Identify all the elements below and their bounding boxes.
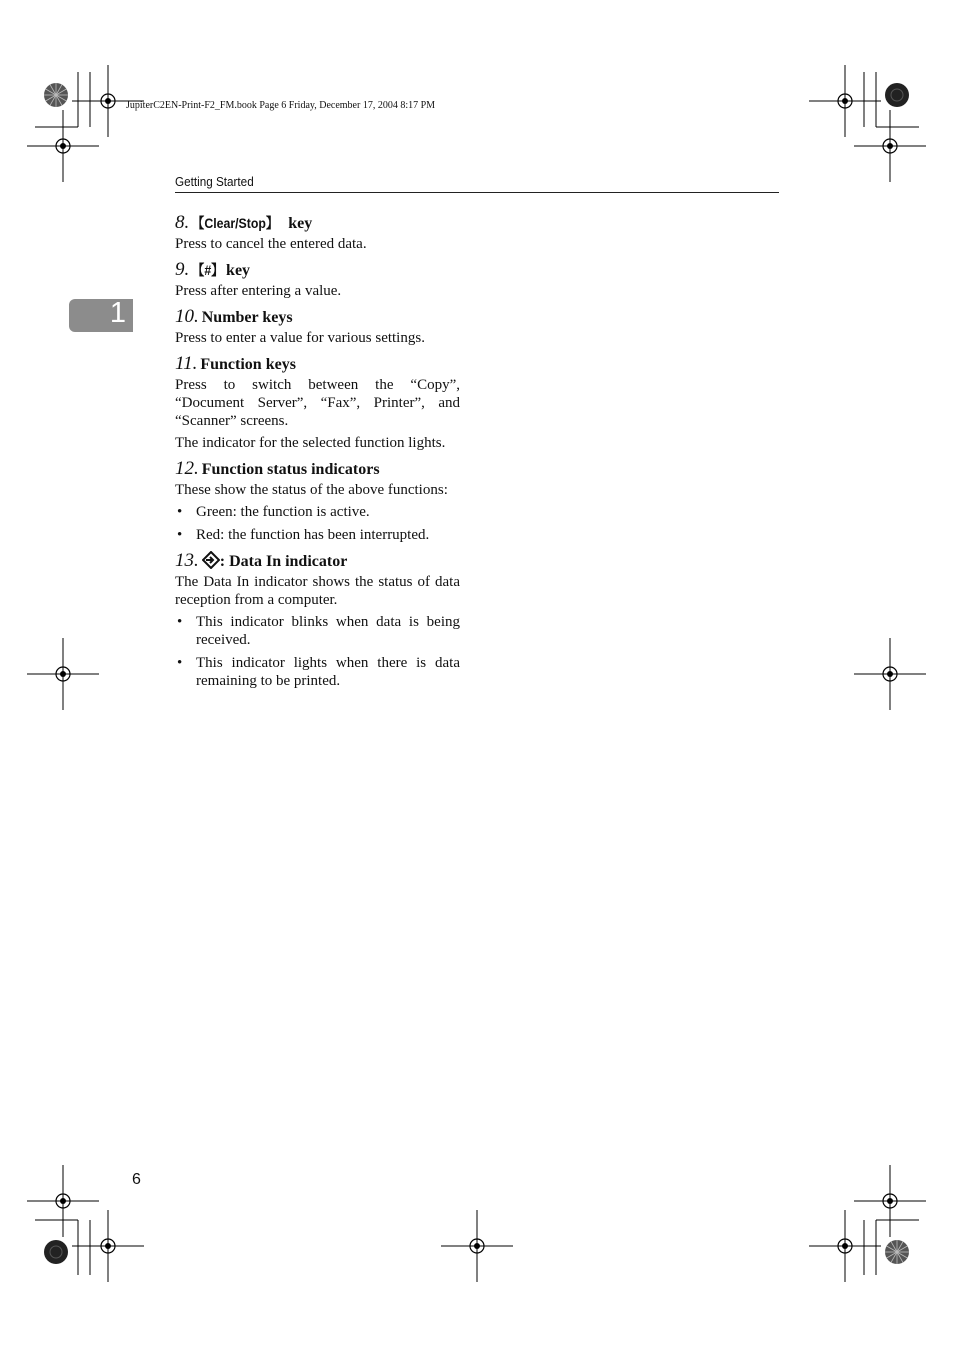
item-heading: 12. Function status indicators bbox=[175, 458, 380, 479]
item-heading: 8. 【Clear/Stop】 key bbox=[175, 212, 313, 233]
item-function-keys bbox=[175, 353, 460, 452]
chapter-tab bbox=[69, 299, 133, 332]
item-hash-key bbox=[175, 259, 460, 300]
item-clear-stop-key bbox=[175, 212, 460, 253]
chapter-number: 1 bbox=[109, 297, 126, 329]
item-text: Press to switch between the “Copy”, “Document Server”, “Fax”, Printer”, and “Scanner” screens. bbox=[175, 377, 460, 429]
bullet-list bbox=[175, 503, 460, 544]
item-text: Press to enter a value for various settings. bbox=[175, 330, 425, 346]
content-column bbox=[175, 212, 460, 695]
list-item: • Red: the function has been interrupted. bbox=[175, 526, 460, 544]
list-item: • Green: the function is active. bbox=[175, 503, 460, 521]
header-rule bbox=[175, 192, 779, 193]
item-text: These show the status of the above functions: bbox=[175, 482, 448, 498]
registration-mark-dot bbox=[60, 1198, 66, 1204]
item-function-status-indicators bbox=[175, 458, 460, 544]
item-heading: 10. Number keys bbox=[175, 306, 293, 327]
item-text: The indicator for the selected function lights. bbox=[175, 435, 446, 451]
list-item: • This indicator blinks when data is being received. bbox=[175, 613, 460, 649]
item-text: Press after entering a value. bbox=[175, 283, 342, 299]
data-in-icon bbox=[202, 551, 220, 569]
list-item: • This indicator lights when there is data remaining to be printed. bbox=[175, 654, 460, 690]
star-target bbox=[885, 83, 909, 107]
registration-mark-dot bbox=[842, 1243, 848, 1249]
item-data-in-indicator bbox=[175, 550, 460, 690]
item-text: Press to cancel the entered data. bbox=[175, 236, 367, 252]
registration-mark-dot bbox=[105, 1243, 111, 1249]
running-head: Getting Started bbox=[175, 174, 254, 189]
registration-mark-dot bbox=[60, 143, 66, 149]
item-heading: 13. : Data In indicator bbox=[175, 550, 348, 571]
registration-mark-dot bbox=[887, 143, 893, 149]
item-heading: 11. Function keys bbox=[175, 353, 296, 374]
registration-mark-dot bbox=[887, 671, 893, 677]
star-target bbox=[44, 1240, 68, 1264]
page-number: 6 bbox=[132, 1171, 141, 1188]
item-text: The Data In indicator shows the status of data reception from a computer. bbox=[175, 574, 460, 608]
registration-mark-dot bbox=[105, 98, 111, 104]
registration-mark-dot bbox=[887, 1198, 893, 1204]
print-info-line: JupiterC2EN-Print-F2_FM.book Page 6 Friday, December 17, 2004 8:17 PM bbox=[126, 100, 436, 111]
bullet-list bbox=[175, 613, 460, 690]
registration-mark-dot bbox=[60, 671, 66, 677]
item-number-keys bbox=[175, 306, 460, 347]
registration-mark-dot bbox=[842, 98, 848, 104]
item-heading: 9. 【#】 key bbox=[175, 259, 251, 280]
registration-mark-dot bbox=[474, 1243, 480, 1249]
